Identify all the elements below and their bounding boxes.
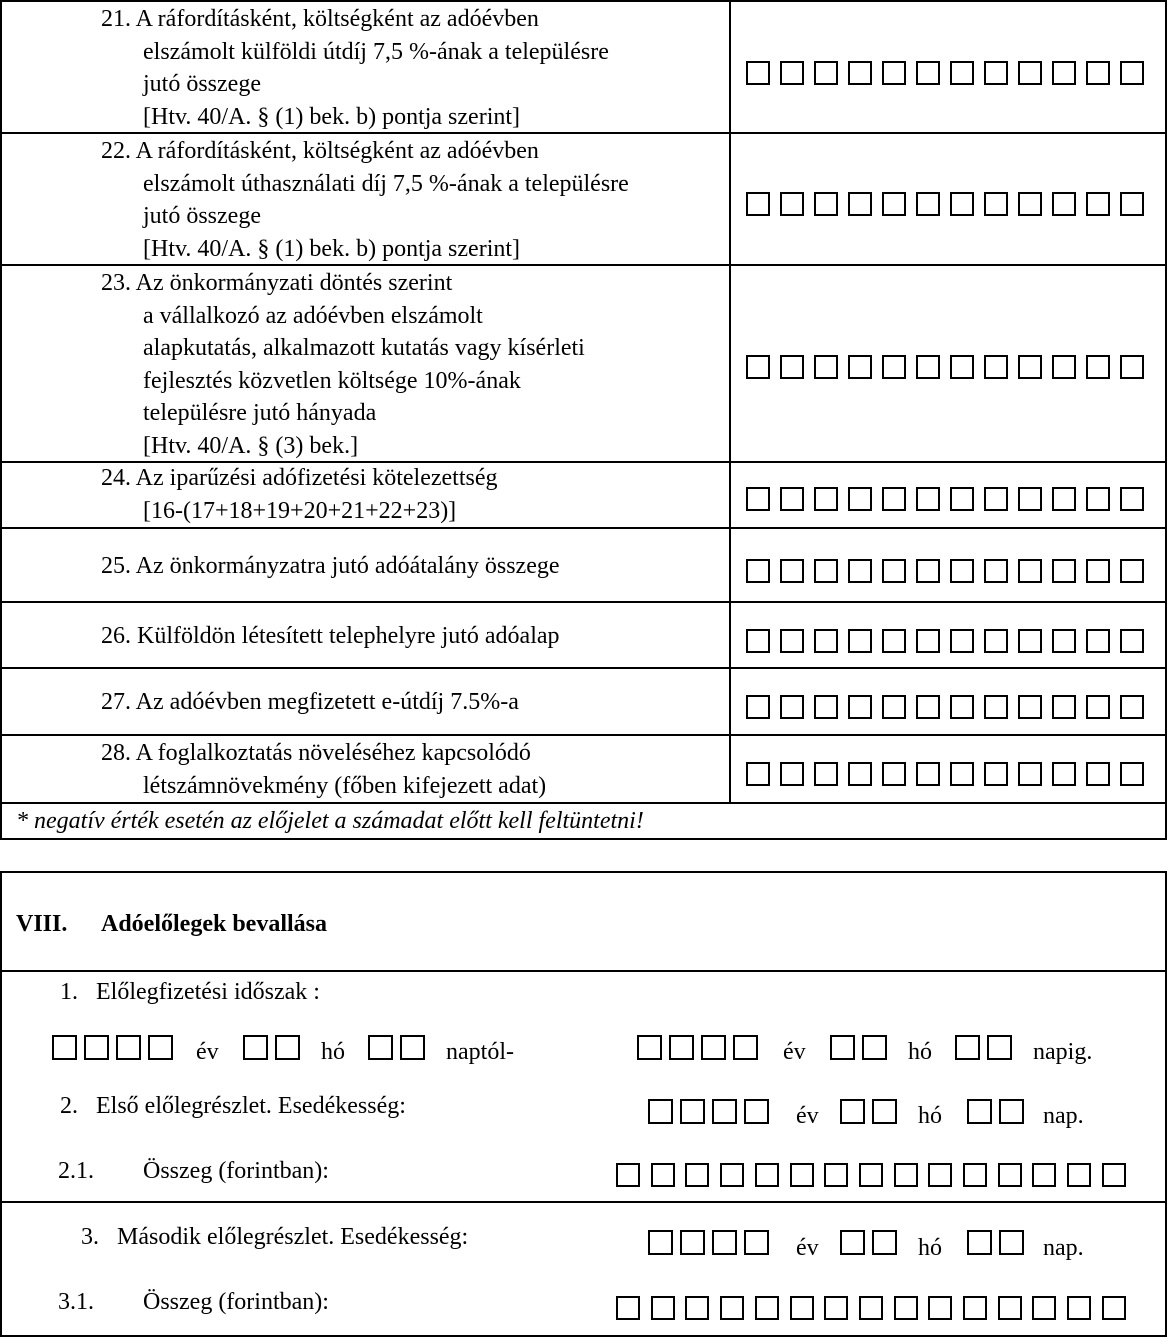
digit-box[interactable] (780, 559, 804, 583)
first-installment-day-unit: nap. (1043, 1103, 1084, 1129)
digit-box[interactable] (848, 695, 872, 719)
year-digit-box[interactable] (680, 1099, 705, 1124)
row-label-line: létszámnövekmény (főben kifejezett adat) (143, 772, 547, 799)
day-digit-box[interactable] (955, 1035, 980, 1060)
digit-box[interactable] (1052, 487, 1076, 511)
period-to-month-unit: hó (908, 1039, 932, 1065)
year-digit-box[interactable] (701, 1035, 726, 1060)
digit-box[interactable] (882, 192, 906, 216)
period-label: 1. Előlegfizetési időszak : (60, 979, 320, 1005)
section-number: VIII. (16, 911, 68, 937)
amount-digit-box[interactable] (963, 1163, 987, 1187)
digit-box[interactable] (746, 762, 770, 786)
second-amount-label: Összeg (forintban): (143, 1289, 329, 1315)
digit-box[interactable] (814, 695, 838, 719)
row-label-line: [Htv. 40/A. § (3) bek.] (143, 432, 359, 459)
year-digit-box[interactable] (648, 1099, 673, 1124)
digit-box[interactable] (1120, 762, 1144, 786)
digit-box[interactable] (1052, 695, 1076, 719)
second-installment-month-unit: hó (918, 1235, 942, 1261)
year-digit-box[interactable] (52, 1035, 77, 1060)
digit-box[interactable] (1018, 487, 1042, 511)
digit-box[interactable] (950, 559, 974, 583)
first-amount-label: Összeg (forintban): (143, 1158, 329, 1184)
month-digit-box[interactable] (840, 1099, 865, 1124)
digit-box[interactable] (882, 762, 906, 786)
digit-box[interactable] (1052, 355, 1076, 379)
footnote: * negatív érték esetén az előjelet a számadat előtt kell feltüntetni! (16, 808, 644, 834)
amount-digit-box[interactable] (1032, 1163, 1056, 1187)
row-label-line: elszámolt úthasználati díj 7,5 %-ának a településre (143, 170, 629, 197)
digit-box[interactable] (950, 762, 974, 786)
digit-box[interactable] (916, 762, 940, 786)
row-label-line: 23. Az önkormányzati döntés szerint (101, 270, 453, 296)
year-digit-box[interactable] (669, 1035, 694, 1060)
digit-box[interactable] (984, 192, 1008, 216)
amount-digit-box[interactable] (685, 1163, 709, 1187)
year-digit-box[interactable] (116, 1035, 141, 1060)
digit-box[interactable] (814, 487, 838, 511)
digit-box[interactable] (1120, 559, 1144, 583)
digit-box[interactable] (780, 355, 804, 379)
digit-box[interactable] (1086, 487, 1110, 511)
row-label-line: fejlesztés közvetlen költsége 10%-ának (143, 367, 521, 394)
row-label-line: 22. A ráfordításként, költségként az adóévben (101, 138, 539, 164)
year-digit-box[interactable] (744, 1099, 769, 1124)
table-border-bottom (0, 838, 1167, 840)
table-border-left (0, 0, 2, 840)
year-digit-box[interactable] (648, 1230, 673, 1255)
section-item-divider (0, 1201, 1167, 1203)
amount-digit-box[interactable] (1102, 1163, 1126, 1187)
digit-box[interactable] (780, 629, 804, 653)
digit-box[interactable] (814, 61, 838, 85)
amount-digit-box[interactable] (720, 1296, 744, 1320)
digit-box[interactable] (848, 487, 872, 511)
digit-box[interactable] (814, 762, 838, 786)
amount-digit-box[interactable] (790, 1163, 814, 1187)
row-label-line: 27. Az adóévben megfizetett e-útdíj 7.5%-a (101, 689, 519, 715)
month-digit-box[interactable] (872, 1230, 897, 1255)
row-separator (0, 527, 1167, 529)
digit-box[interactable] (1018, 762, 1042, 786)
digit-box[interactable] (1018, 61, 1042, 85)
amount-digit-box[interactable] (998, 1163, 1022, 1187)
digit-box[interactable] (848, 61, 872, 85)
digit-box[interactable] (1052, 762, 1076, 786)
amount-digit-box[interactable] (998, 1296, 1022, 1320)
row-label-line: elszámolt külföldi útdíj 7,5 %-ának a településre (143, 38, 609, 65)
digit-box[interactable] (746, 695, 770, 719)
year-digit-box[interactable] (84, 1035, 109, 1060)
row-separator (0, 264, 1167, 266)
digit-box[interactable] (984, 695, 1008, 719)
digit-box[interactable] (916, 695, 940, 719)
first-installment-month-unit: hó (918, 1103, 942, 1129)
digit-box[interactable] (950, 61, 974, 85)
amount-digit-box[interactable] (1102, 1296, 1126, 1320)
period-to-year-unit: év (783, 1039, 806, 1065)
digit-box[interactable] (882, 695, 906, 719)
day-digit-box[interactable] (400, 1035, 425, 1060)
digit-box[interactable] (814, 559, 838, 583)
amount-digit-box[interactable] (894, 1163, 918, 1187)
digit-box[interactable] (882, 355, 906, 379)
digit-box[interactable] (848, 355, 872, 379)
row-separator (0, 0, 1167, 2)
digit-box[interactable] (1086, 559, 1110, 583)
second-installment-year-unit: év (796, 1235, 819, 1261)
first-installment-year-unit: év (796, 1103, 819, 1129)
amount-digit-box[interactable] (685, 1296, 709, 1320)
month-digit-box[interactable] (862, 1035, 887, 1060)
year-digit-box[interactable] (733, 1035, 758, 1060)
digit-box[interactable] (882, 559, 906, 583)
amount-digit-box[interactable] (720, 1163, 744, 1187)
digit-box[interactable] (780, 61, 804, 85)
second-amount-number: 3.1. (58, 1289, 94, 1315)
month-digit-box[interactable] (275, 1035, 300, 1060)
period-from-year-unit: év (196, 1039, 219, 1065)
period-from-day-unit: naptól- (446, 1039, 514, 1065)
month-digit-box[interactable] (840, 1230, 865, 1255)
digit-box[interactable] (950, 355, 974, 379)
amount-digit-box[interactable] (894, 1296, 918, 1320)
digit-box[interactable] (848, 559, 872, 583)
digit-box[interactable] (882, 487, 906, 511)
digit-box[interactable] (780, 192, 804, 216)
digit-box[interactable] (746, 61, 770, 85)
digit-box[interactable] (916, 487, 940, 511)
section-title: Adóelőlegek bevallása (101, 911, 327, 937)
row-label-line: 28. A foglalkoztatás növeléséhez kapcsolódó (101, 740, 531, 766)
digit-box[interactable] (1052, 192, 1076, 216)
digit-box[interactable] (848, 762, 872, 786)
row-label-line: 25. Az önkormányzatra jutó adóátalány összege (101, 553, 560, 579)
digit-box[interactable] (780, 762, 804, 786)
digit-box[interactable] (746, 559, 770, 583)
digit-box[interactable] (1120, 61, 1144, 85)
second-installment-label: 3. Második előlegrészlet. Esedékesség: (81, 1224, 469, 1250)
digit-box[interactable] (746, 487, 770, 511)
digit-box[interactable] (814, 355, 838, 379)
row-label-line: jutó összege (143, 71, 261, 97)
digit-box[interactable] (950, 695, 974, 719)
digit-box[interactable] (814, 629, 838, 653)
day-digit-box[interactable] (967, 1099, 992, 1124)
year-digit-box[interactable] (712, 1099, 737, 1124)
digit-box[interactable] (848, 629, 872, 653)
row-label-line: 24. Az iparűzési adófizetési kötelezettség (101, 465, 498, 491)
row-label-line: 26. Külföldön létesített telephelyre jutó adóalap (101, 623, 560, 649)
digit-box[interactable] (1120, 192, 1144, 216)
digit-box[interactable] (984, 487, 1008, 511)
row-label-line: településre jutó hányada (143, 400, 377, 426)
amount-digit-box[interactable] (928, 1296, 952, 1320)
digit-box[interactable] (1086, 762, 1110, 786)
row-label-line: jutó összege (143, 203, 261, 229)
row-label-line: 21. A ráfordításként, költségként az adóévben (101, 6, 539, 32)
row-label-line: [Htv. 40/A. § (1) bek. b) pontja szerint] (143, 235, 521, 262)
row-label-line: [16-(17+18+19+20+21+22+23)] (143, 497, 457, 524)
column-divider (729, 0, 731, 802)
digit-box[interactable] (746, 192, 770, 216)
digit-box[interactable] (882, 629, 906, 653)
digit-box[interactable] (916, 61, 940, 85)
amount-digit-box[interactable] (928, 1163, 952, 1187)
digit-box[interactable] (780, 695, 804, 719)
month-digit-box[interactable] (830, 1035, 855, 1060)
month-digit-box[interactable] (872, 1099, 897, 1124)
amount-digit-box[interactable] (1067, 1163, 1091, 1187)
amount-digit-box[interactable] (616, 1296, 640, 1320)
digit-box[interactable] (984, 629, 1008, 653)
amount-digit-box[interactable] (616, 1163, 640, 1187)
digit-box[interactable] (1086, 61, 1110, 85)
digit-box[interactable] (746, 355, 770, 379)
amount-digit-box[interactable] (824, 1296, 848, 1320)
digit-box[interactable] (916, 192, 940, 216)
year-digit-box[interactable] (148, 1035, 173, 1060)
digit-box[interactable] (984, 559, 1008, 583)
amount-digit-box[interactable] (790, 1296, 814, 1320)
amount-digit-box[interactable] (755, 1163, 779, 1187)
digit-box[interactable] (1018, 355, 1042, 379)
digit-box[interactable] (984, 61, 1008, 85)
digit-box[interactable] (1120, 487, 1144, 511)
day-digit-box[interactable] (999, 1230, 1024, 1255)
day-digit-box[interactable] (368, 1035, 393, 1060)
amount-digit-box[interactable] (651, 1163, 675, 1187)
row-separator (0, 132, 1167, 134)
amount-digit-box[interactable] (963, 1296, 987, 1320)
amount-digit-box[interactable] (651, 1296, 675, 1320)
first-installment-label: 2. Első előlegrészlet. Esedékesség: (60, 1093, 406, 1119)
digit-box[interactable] (1018, 559, 1042, 583)
digit-box[interactable] (916, 355, 940, 379)
digit-box[interactable] (1018, 695, 1042, 719)
amount-digit-box[interactable] (824, 1163, 848, 1187)
first-amount-number: 2.1. (58, 1158, 94, 1184)
digit-box[interactable] (746, 629, 770, 653)
day-digit-box[interactable] (967, 1230, 992, 1255)
section-header-divider (0, 970, 1167, 972)
day-digit-box[interactable] (987, 1035, 1012, 1060)
year-digit-box[interactable] (680, 1230, 705, 1255)
row-label-line: [Htv. 40/A. § (1) bek. b) pontja szerint] (143, 103, 521, 130)
digit-box[interactable] (950, 629, 974, 653)
digit-box[interactable] (1086, 695, 1110, 719)
row-label-line: a vállalkozó az adóévben elszámolt (143, 302, 483, 329)
amount-digit-box[interactable] (755, 1296, 779, 1320)
year-digit-box[interactable] (712, 1230, 737, 1255)
period-from-month-unit: hó (321, 1039, 345, 1065)
period-to-day-unit: napig. (1033, 1039, 1093, 1065)
row-separator (0, 802, 1167, 804)
digit-box[interactable] (882, 61, 906, 85)
year-digit-box[interactable] (637, 1035, 662, 1060)
day-digit-box[interactable] (999, 1099, 1024, 1124)
digit-box[interactable] (848, 192, 872, 216)
digit-box[interactable] (984, 762, 1008, 786)
digit-box[interactable] (1086, 192, 1110, 216)
row-separator (0, 601, 1167, 603)
digit-box[interactable] (1052, 559, 1076, 583)
digit-box[interactable] (780, 487, 804, 511)
row-label-line: alapkutatás, alkalmazott kutatás vagy kísérleti (143, 335, 585, 361)
digit-box[interactable] (1018, 629, 1042, 653)
digit-box[interactable] (916, 629, 940, 653)
digit-box[interactable] (1052, 61, 1076, 85)
amount-digit-box[interactable] (859, 1296, 883, 1320)
digit-box[interactable] (1120, 629, 1144, 653)
digit-box[interactable] (1086, 629, 1110, 653)
second-installment-day-unit: nap. (1043, 1235, 1084, 1261)
digit-box[interactable] (916, 559, 940, 583)
digit-box[interactable] (950, 192, 974, 216)
digit-box[interactable] (1052, 629, 1076, 653)
digit-box[interactable] (1120, 355, 1144, 379)
month-digit-box[interactable] (243, 1035, 268, 1060)
digit-box[interactable] (1086, 355, 1110, 379)
amount-digit-box[interactable] (1067, 1296, 1091, 1320)
digit-box[interactable] (1120, 695, 1144, 719)
digit-box[interactable] (814, 192, 838, 216)
digit-box[interactable] (1018, 192, 1042, 216)
digit-box[interactable] (984, 355, 1008, 379)
year-digit-box[interactable] (744, 1230, 769, 1255)
amount-digit-box[interactable] (859, 1163, 883, 1187)
digit-box[interactable] (950, 487, 974, 511)
row-separator (0, 667, 1167, 669)
amount-digit-box[interactable] (1032, 1296, 1056, 1320)
row-separator (0, 734, 1167, 736)
